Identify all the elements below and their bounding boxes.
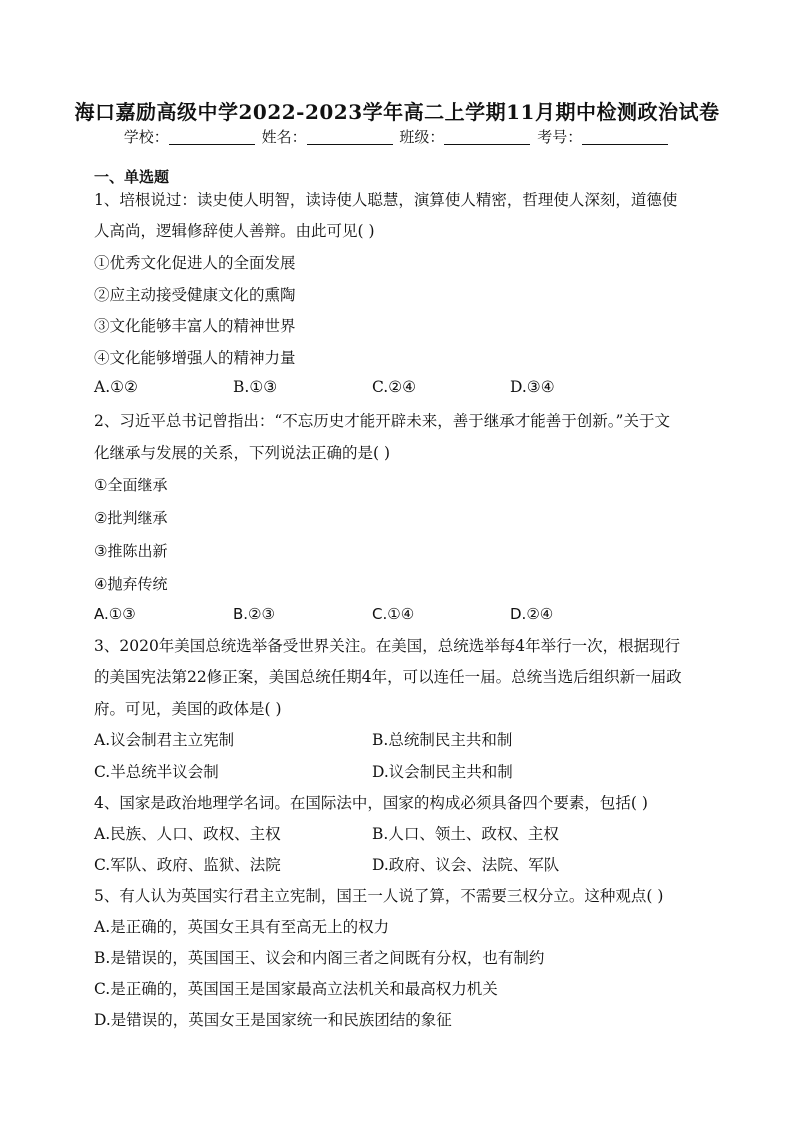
section-heading: 一、单选题 bbox=[94, 168, 170, 186]
q2-item-1: ①全面继承 bbox=[94, 476, 168, 494]
q5-option-b: B.是错误的，英国国王、议会和内阁三者之间既有分权，也有制约 bbox=[94, 949, 545, 967]
q1-option-c: C.②④ bbox=[372, 378, 417, 396]
q5-stem-line1: 5、有人认为英国实行君主立宪制，国王一人说了算，不需要三权分立。这种观点( ) bbox=[94, 887, 664, 905]
student-info-line bbox=[0, 126, 794, 147]
name-blank bbox=[307, 130, 393, 145]
q3-stem-line2: 的美国宪法第22修正案，美国总统任期4年，可以连任一届。总统当选后组织新一届政 bbox=[94, 668, 682, 686]
q4-option-a: A.民族、人口、政权、主权 bbox=[94, 825, 281, 843]
q5-option-d: D.是错误的，英国女王是国家统一和民族团结的象征 bbox=[94, 1011, 452, 1029]
q2-item-4: ④抛弃传统 bbox=[94, 575, 168, 593]
q2-option-b: B.②③ bbox=[233, 605, 275, 623]
q1-option-d: D.③④ bbox=[510, 378, 555, 396]
q4-option-c: C.军队、政府、监狱、法院 bbox=[94, 856, 281, 874]
exam-number-label: 考号： bbox=[537, 128, 583, 146]
exam-title: 海口嘉励高级中学2022-2023学年高二上学期11月期中检测政治试卷 bbox=[74, 100, 720, 124]
class-blank bbox=[444, 130, 530, 145]
exam-number-blank bbox=[582, 130, 668, 145]
q3-option-b: B.总统制民主共和制 bbox=[372, 731, 513, 749]
q2-stem-line1: 2、习近平总书记曾指出：“不忘历史才能开辟未来，善于继承才能善于创新。”关于文 bbox=[94, 412, 670, 430]
q1-item-1: ①优秀文化促进人的全面发展 bbox=[94, 254, 296, 272]
q2-option-d: D.②④ bbox=[510, 605, 554, 623]
q1-stem-line1: 1、培根说过：读史使人明智，读诗使人聪慧，演算使人精密，哲理使人深刻，道德使 bbox=[94, 191, 678, 209]
school-label: 学校： bbox=[123, 128, 169, 146]
q2-stem-line2: 化继承与发展的关系，下列说法正确的是( ) bbox=[94, 444, 391, 462]
school-blank bbox=[169, 130, 255, 145]
q3-option-a: A.议会制君主立宪制 bbox=[94, 731, 235, 749]
q5-option-a: A.是正确的，英国女王具有至高无上的权力 bbox=[94, 918, 390, 936]
q1-option-b: B.①③ bbox=[233, 378, 278, 396]
q1-stem-line2: 人高尚，逻辑修辞使人善辩。由此可见( ) bbox=[94, 222, 375, 240]
q4-option-d: D.政府、议会、法院、军队 bbox=[372, 856, 560, 874]
class-label: 班级： bbox=[399, 128, 445, 146]
q4-option-b: B.人口、领土、政权、主权 bbox=[372, 825, 559, 843]
q1-option-a: A.①② bbox=[94, 378, 138, 396]
q3-stem-line1: 3、2020年美国总统选举备受世界关注。在美国，总统选举每4年举行一次，根据现行 bbox=[94, 637, 681, 655]
q2-option-a: A.①③ bbox=[94, 605, 136, 623]
q2-item-2: ②批判继承 bbox=[94, 509, 168, 527]
q2-item-3: ③推陈出新 bbox=[94, 542, 168, 560]
q4-stem-line1: 4、国家是政治地理学名词。在国际法中，国家的构成必须具备四个要素，包括( ) bbox=[94, 794, 648, 812]
q3-stem-line3: 府。可见，美国的政体是( ) bbox=[94, 700, 282, 718]
q1-item-2: ②应主动接受健康文化的熏陶 bbox=[94, 286, 296, 304]
q2-option-c: C.①④ bbox=[372, 605, 415, 623]
q5-option-c: C.是正确的，英国国王是国家最高立法机关和最高权力机关 bbox=[94, 980, 498, 998]
name-label: 姓名： bbox=[261, 128, 307, 146]
q1-item-3: ③文化能够丰富人的精神世界 bbox=[94, 317, 296, 335]
q3-option-c: C.半总统半议会制 bbox=[94, 763, 219, 781]
q3-option-d: D.议会制民主共和制 bbox=[372, 763, 513, 781]
q1-item-4: ④文化能够增强人的精神力量 bbox=[94, 349, 296, 367]
